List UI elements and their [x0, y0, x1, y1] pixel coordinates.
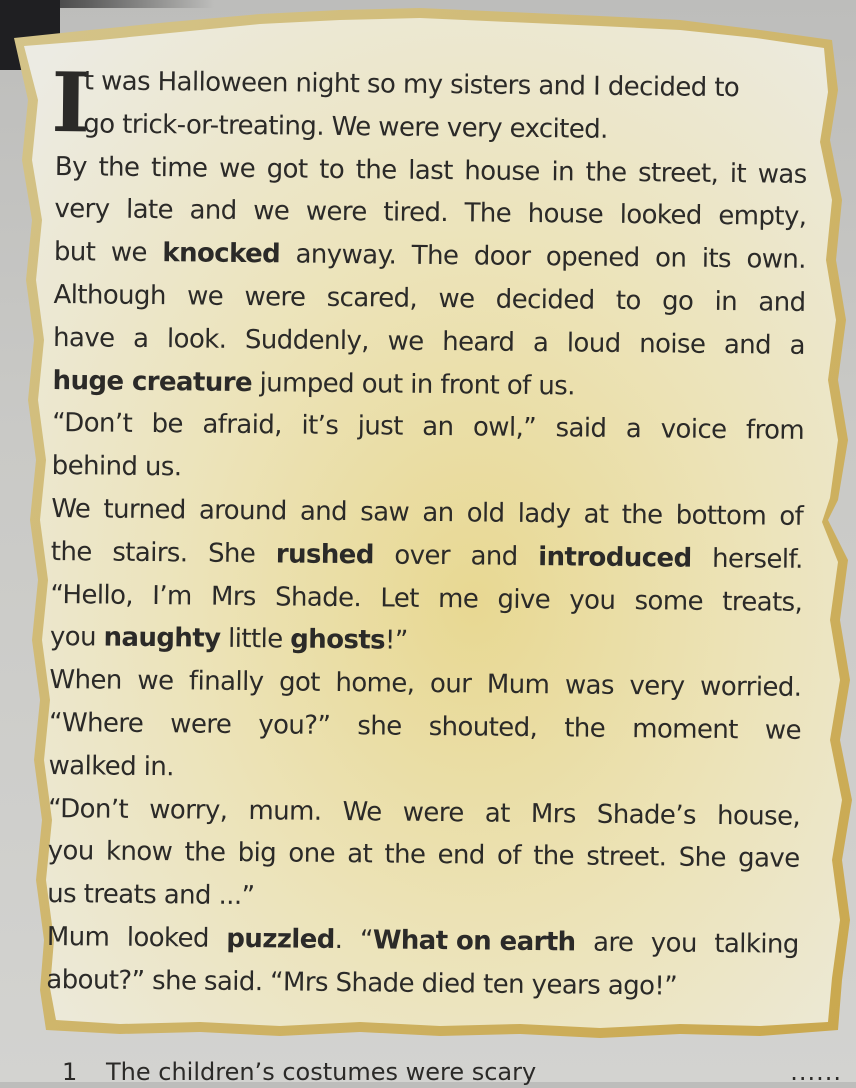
story-word: Mum [486, 669, 550, 701]
story-word: owl,” [472, 412, 537, 444]
story-word: “Hello, [50, 579, 134, 611]
story-word: worried. [699, 671, 802, 703]
story-word: street. [586, 841, 667, 873]
story-word: was [564, 670, 615, 702]
story-word: was [757, 158, 807, 190]
story-word: are [592, 927, 634, 959]
bold-vocabulary: puzzled [226, 923, 335, 955]
story-word: but [53, 237, 96, 268]
story-word: be [151, 409, 184, 440]
story-word: and [189, 195, 237, 227]
story-word: anyway. [295, 239, 397, 271]
exercise-answer-dots: ...... [790, 1058, 842, 1086]
story-word: Although [53, 279, 166, 312]
story-word: I’m [152, 580, 192, 612]
story-word: house [464, 155, 540, 187]
story-word: We [342, 796, 382, 827]
bold-vocabulary: naughty [103, 622, 221, 655]
story-word: big [237, 838, 277, 869]
story-word [162, 232, 280, 276]
story-word: look. [166, 323, 227, 355]
story-word: scared, [326, 282, 418, 314]
story-word: old [466, 498, 505, 529]
story-word: Shade’s [596, 799, 697, 831]
story-word: were [305, 197, 367, 228]
story-word: time [150, 152, 208, 184]
story-word: The [411, 240, 459, 272]
story-word: noise [639, 328, 706, 360]
story-word: you [650, 928, 697, 959]
story-word: Mrs [210, 581, 257, 612]
drop-cap-letter: I [51, 54, 90, 152]
story-word: treats, [722, 586, 803, 618]
story-word: walked in. [48, 750, 175, 783]
exercise-text: The children’s costumes were scary [106, 1058, 537, 1086]
story-word: end [437, 840, 485, 871]
story-word: a [132, 323, 149, 354]
story-word: The [464, 198, 512, 230]
story-word: we [253, 196, 290, 227]
story-word: it’s [301, 410, 339, 442]
story-word: the [355, 154, 397, 186]
story-word: in [714, 286, 738, 318]
story-word: tired. [383, 197, 449, 229]
story-word: you [569, 584, 616, 616]
story-word: the [384, 839, 426, 871]
story-word: turned [103, 494, 186, 526]
story-word: voice [660, 414, 727, 446]
exercise-line [62, 1058, 842, 1088]
story-line [55, 103, 807, 154]
story-word: When [49, 665, 122, 696]
story-word: By [54, 151, 88, 182]
story-word: very [54, 194, 110, 225]
story-word: got [278, 667, 321, 698]
story-word: door [473, 241, 531, 273]
story-word: in [551, 156, 575, 188]
story-word: She [678, 842, 727, 874]
story-word: “Where [48, 707, 144, 739]
story-word: the [532, 841, 575, 872]
story-word: we [387, 326, 424, 357]
story-word: over [394, 540, 451, 571]
bold-vocabulary: rushed [275, 539, 374, 571]
story-word: bottom [675, 500, 767, 532]
story-word: “Don’t [48, 793, 129, 825]
story-word: opened [545, 242, 640, 274]
story-word: the [50, 536, 92, 568]
story-word: finally [188, 666, 264, 698]
story-word: Shade. [274, 581, 362, 613]
story-word: “What on earth [359, 925, 576, 958]
story-word: at [583, 499, 609, 530]
story-word: you [47, 836, 94, 867]
story-word: loud [566, 328, 621, 359]
story-word: mum. [248, 795, 322, 827]
story-word: herself. [711, 543, 803, 575]
story-word: Let [380, 582, 419, 614]
story-word: the [585, 157, 627, 188]
story-word: at [347, 839, 373, 870]
bold-vocabulary: huge creature [52, 365, 253, 398]
story-word: its [701, 243, 732, 275]
story-word: and [299, 496, 348, 528]
story-word: got [266, 153, 308, 185]
story-word: an [422, 412, 454, 443]
story-word: shouted, [428, 711, 538, 744]
story-word: We [51, 493, 91, 525]
story-word: us treats and ...” [47, 879, 255, 912]
story-word: moment [632, 714, 738, 746]
story-word: looked [619, 200, 702, 232]
story-word: Suddenly, [244, 324, 370, 357]
story-word: on [654, 243, 687, 274]
story-word: empty, [718, 201, 807, 233]
story-word: have [52, 322, 115, 354]
story-word: said [555, 413, 607, 445]
story-word: we [137, 666, 174, 697]
story-word: behind us. [51, 451, 182, 483]
story-word: talking [714, 928, 799, 960]
story-word: a [625, 414, 642, 445]
story-word: looked [126, 922, 210, 954]
story-word: were [244, 281, 306, 313]
story-text [46, 54, 808, 1009]
story-word: lady [517, 498, 571, 530]
story-word: very [629, 671, 685, 702]
story-word: and [758, 287, 806, 318]
story-word [276, 533, 374, 577]
story-line [46, 959, 798, 1010]
story-word: of [496, 841, 522, 872]
story-word: house, [716, 800, 801, 832]
story-word: “Don’t [52, 408, 133, 440]
bold-vocabulary: introduced [538, 541, 692, 574]
story-word: you naughty little ghosts!” [49, 622, 408, 657]
bold-vocabulary: knocked [162, 238, 281, 270]
story-word: give [497, 584, 551, 615]
story-word: home, [335, 668, 415, 699]
story-word: Mum [46, 921, 110, 953]
story-word: our [429, 669, 472, 700]
story-word: from [745, 415, 805, 447]
story-word: and [470, 541, 518, 572]
story-word: stairs. [112, 537, 188, 569]
story-word: Mrs [530, 798, 576, 830]
story-word: worry, [149, 794, 228, 826]
story-word: the [184, 837, 226, 869]
story-word: about?” she said. “Mrs Shade died ten years ago!” [46, 964, 678, 1002]
story-word: late [125, 195, 174, 226]
exercise-number: 1 [62, 1058, 78, 1086]
story-word: we [186, 281, 224, 312]
story-word: saw [360, 497, 410, 528]
story-word: and [723, 329, 772, 361]
story-word: last [408, 155, 453, 186]
story-line [54, 231, 806, 282]
story-word: gave [737, 843, 800, 875]
story-word: huge creature jumped out in front of us. [52, 365, 576, 402]
story-word: to [319, 154, 345, 185]
story-word: to [615, 285, 641, 317]
story-word: decided [495, 284, 595, 316]
story-word: just [357, 411, 403, 443]
story-word: go trick-or-treating. We were very excited. [83, 109, 608, 145]
story-word: were [402, 797, 464, 828]
story-line [49, 659, 801, 710]
story-word: heard [442, 326, 515, 358]
story-word: t was Halloween night so my sisters and I decided to [83, 66, 740, 104]
story-word: the [98, 152, 140, 183]
story-word: know [105, 836, 173, 868]
story-word: house [527, 199, 604, 231]
story-word: it [729, 158, 747, 189]
story-word: She [207, 538, 256, 569]
story-word: you?” [258, 710, 331, 741]
story-word: puzzled. [226, 923, 343, 955]
story-word: were [170, 709, 232, 740]
story-word: we [438, 284, 475, 315]
story-word: a [532, 327, 549, 358]
story-word: go [661, 286, 694, 317]
story-word: me [437, 583, 479, 615]
story-word: at [484, 798, 510, 829]
story-word: an [422, 497, 454, 529]
story-word: we [110, 237, 148, 269]
bold-vocabulary: ghosts [290, 624, 386, 656]
bold-vocabulary: What on earth [372, 925, 576, 958]
story-word: of [779, 501, 804, 532]
story-word: a [789, 330, 806, 361]
story-word: the [621, 499, 663, 531]
story-word: we [764, 715, 802, 746]
story-word: own. [746, 244, 807, 276]
story-word: one [288, 838, 336, 870]
story-word: some [634, 585, 704, 617]
story-word: she [357, 711, 402, 742]
story-word: afraid, [202, 409, 283, 441]
story-word: the [564, 713, 606, 744]
story-word [538, 536, 692, 580]
story-word: around [198, 495, 287, 527]
story-word: street, [637, 157, 719, 189]
story-word: we [218, 153, 256, 184]
